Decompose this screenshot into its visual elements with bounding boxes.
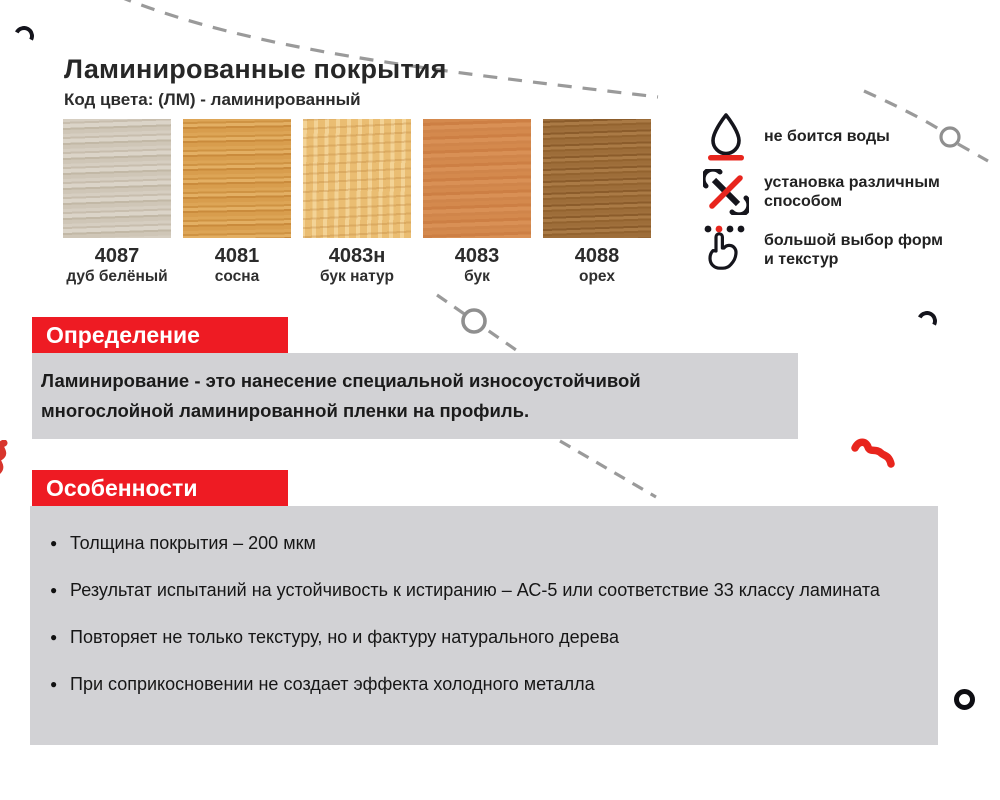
page-title: Ламинированные покрытия <box>64 54 447 84</box>
tools-icon <box>702 169 750 215</box>
water-drop-icon <box>702 110 750 162</box>
swatch-code: 4083н <box>328 245 386 267</box>
hand-choice-icon <box>702 223 750 277</box>
icon-feature-choice <box>702 222 952 278</box>
swatch-name: бук натур <box>320 268 394 285</box>
swatch-item <box>183 119 291 285</box>
definition-text: Ламинирование - это нанесение специальной износоустойчивой многослойной ламинированной пленки на профиль. <box>41 370 641 421</box>
swatch-code: 4083 <box>454 245 500 267</box>
subtitle-code: (ЛМ) <box>158 90 196 109</box>
swatch-code: 4087 <box>94 245 140 267</box>
crescent-mark-right <box>914 308 939 333</box>
icon-feature-label: не боится воды <box>764 127 890 145</box>
swatch-code: 4081 <box>214 245 260 267</box>
swatch-code: 4088 <box>574 245 620 267</box>
feature-bullet: ● Повторяет не только текстуру, но и фактуру натурального дерева <box>48 622 900 652</box>
icon-feature-install <box>702 168 952 216</box>
swatch-item <box>423 119 531 285</box>
wood-swatch-4083 <box>423 119 531 238</box>
red-squiggle-right <box>850 437 900 475</box>
swatch-item <box>303 119 411 285</box>
features-bullet-list <box>48 528 914 699</box>
feature-bullet: ● Результат испытаний на устойчивость к истиранию – АС-5 или соответствие 33 классу ламината <box>48 575 900 605</box>
features-heading-banner: Особенности <box>32 470 288 506</box>
color-code-subtitle <box>64 90 361 110</box>
wood-swatch-4083n <box>303 119 411 238</box>
subtitle-suffix: - ламинированный <box>195 90 361 109</box>
features-box <box>30 506 938 745</box>
swatch-row <box>63 119 651 285</box>
subtitle-prefix: Код цвета: <box>64 90 159 109</box>
definition-box <box>32 353 798 439</box>
swatch-item <box>543 119 651 285</box>
swatch-item <box>63 119 171 285</box>
swatch-name: дуб белёный <box>66 268 168 285</box>
wood-swatch-4088 <box>543 119 651 238</box>
feature-bullet: ● При соприкосновении не создает эффекта холодного металла <box>48 669 900 699</box>
icon-feature-label: большой выбор форм и текстур <box>764 232 943 268</box>
definition-heading-banner: Определение <box>32 317 288 353</box>
wood-swatch-4087 <box>63 119 171 238</box>
donut-mark-bottomright <box>954 689 975 710</box>
icon-feature-label: установка различным способом <box>764 174 940 210</box>
crescent-mark-topleft <box>11 23 36 48</box>
wood-swatch-4081 <box>183 119 291 238</box>
red-squiggle-left <box>0 440 28 476</box>
swatch-name: орех <box>579 268 615 285</box>
feature-bullet: ● Толщина покрытия – 200 мкм <box>48 528 900 558</box>
icon-feature-list <box>702 110 952 284</box>
swatch-name: сосна <box>214 268 260 285</box>
swatch-name: бук <box>464 268 490 285</box>
icon-feature-water <box>702 110 952 162</box>
